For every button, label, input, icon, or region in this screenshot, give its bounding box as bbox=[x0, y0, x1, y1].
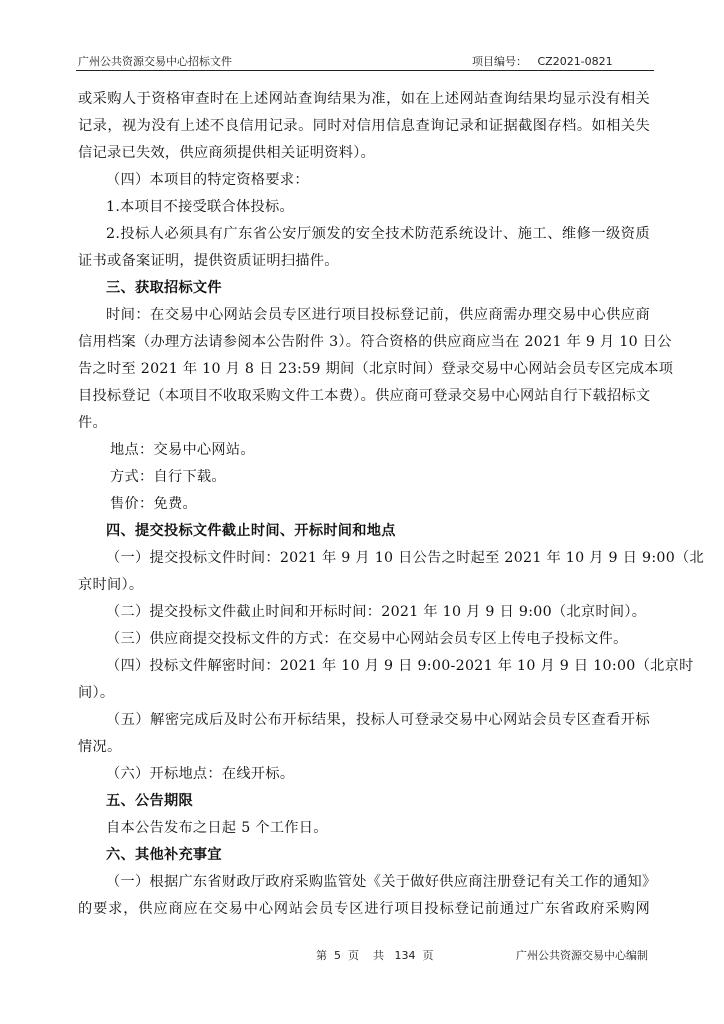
subsection-heading: （四）本项目的特定资格要求： bbox=[106, 172, 309, 188]
page-header bbox=[76, 50, 654, 71]
paragraph-line: 京时间）。 bbox=[78, 577, 144, 593]
section-heading: 四、提交投标文件截止时间、开标时间和地点 bbox=[106, 523, 396, 539]
paragraph-line: 自本公告发布之日起 5 个工作日。 bbox=[106, 820, 328, 836]
header-document-title: 广州公共资源交易中心招标文件 bbox=[78, 55, 232, 68]
section-heading: 六、其他补充事宜 bbox=[106, 847, 222, 863]
paragraph-line: 时间：在交易中心网站会员专区进行项目投标登记前，供应商需办理交易中心供应商 bbox=[106, 307, 650, 323]
section-heading: 五、公告期限 bbox=[106, 793, 193, 809]
paragraph-line: （一）提交投标文件时间：2021 年 9 月 10 日公告之时起至 2021 年 10 月 9 日 9:00（北 bbox=[106, 550, 705, 566]
paragraph-line: （三）供应商提交投标文件的方式：在交易中心网站会员专区上传电子投标文件。 bbox=[106, 631, 628, 647]
paragraph-line: 地点：交易中心网站。 bbox=[110, 442, 255, 458]
paragraph-line: 售价：免费。 bbox=[110, 496, 197, 512]
document-body bbox=[78, 86, 705, 923]
paragraph-line: 情况。 bbox=[78, 739, 122, 755]
paragraph-line: 件。 bbox=[78, 415, 107, 431]
paragraph-line: 信记录已失效，供应商须提供相关证明资料）。 bbox=[78, 145, 376, 161]
paragraph-line: 或采购人于资格审查时在上述网站查询结果为准，如在上述网站查询结果均显示没有相关 bbox=[78, 91, 650, 107]
paragraph-line: 证书或备案证明，提供资质证明扫描件。 bbox=[78, 253, 339, 269]
paragraph-line: 方式：自行下载。 bbox=[110, 469, 226, 485]
section-heading: 三、获取招标文件 bbox=[106, 280, 222, 296]
paragraph-line: （二）提交投标文件截止时间和开标时间：2021 年 10 月 9 日 9:00（北京时间）。 bbox=[106, 604, 647, 620]
paragraph-line: （一）根据广东省财政厅政府采购监管处《关于做好供应商注册登记有关工作的通知》 bbox=[106, 874, 657, 890]
header-project-number: 项目编号： CZ2021-0821 bbox=[472, 55, 613, 68]
page-number: 第 5 页 共 134 页 bbox=[316, 949, 434, 962]
page-footer bbox=[0, 947, 724, 967]
paragraph-line: 记录，视为没有上述不良信用记录。同时对信用信息查询记录和证据截图存档。如相关失 bbox=[78, 118, 650, 134]
paragraph-line: 1.本项目不接受联合体投标。 bbox=[106, 199, 294, 215]
paragraph-line: 间）。 bbox=[78, 685, 115, 701]
paragraph-line: （六）开标地点：在线开标。 bbox=[106, 766, 295, 782]
paragraph-line: （四）投标文件解密时间：2021 年 10 月 9 日 9:00-2021 年 10 月 9 日 10:00（北京时 bbox=[106, 658, 694, 674]
footer-organization: 广州公共资源交易中心编制 bbox=[516, 949, 648, 962]
paragraph-line: 的要求，供应商应在交易中心网站会员专区进行项目投标登记前通过广东省政府采购网 bbox=[78, 901, 650, 917]
paragraph-line: 目投标登记（本项目不收取采购文件工本费）。供应商可登录交易中心网站自行下载招标文 bbox=[78, 388, 651, 404]
paragraph-line: 信用档案（办理方法请参阅本公告附件 3）。符合资格的供应商应当在 2021 年 9 月 10 日公 bbox=[78, 334, 672, 350]
paragraph-line: 告之时至 2021 年 10 月 8 日 23:59 期间（北京时间）登录交易中心网站会员专区完成本项 bbox=[78, 361, 674, 377]
paragraph-line: 2.投标人必须具有广东省公安厅颁发的安全技术防范系统设计、施工、维修一级资质 bbox=[106, 226, 650, 242]
paragraph-line: （五）解密完成后及时公布开标结果，投标人可登录交易中心网站会员专区查看开标 bbox=[106, 712, 650, 728]
